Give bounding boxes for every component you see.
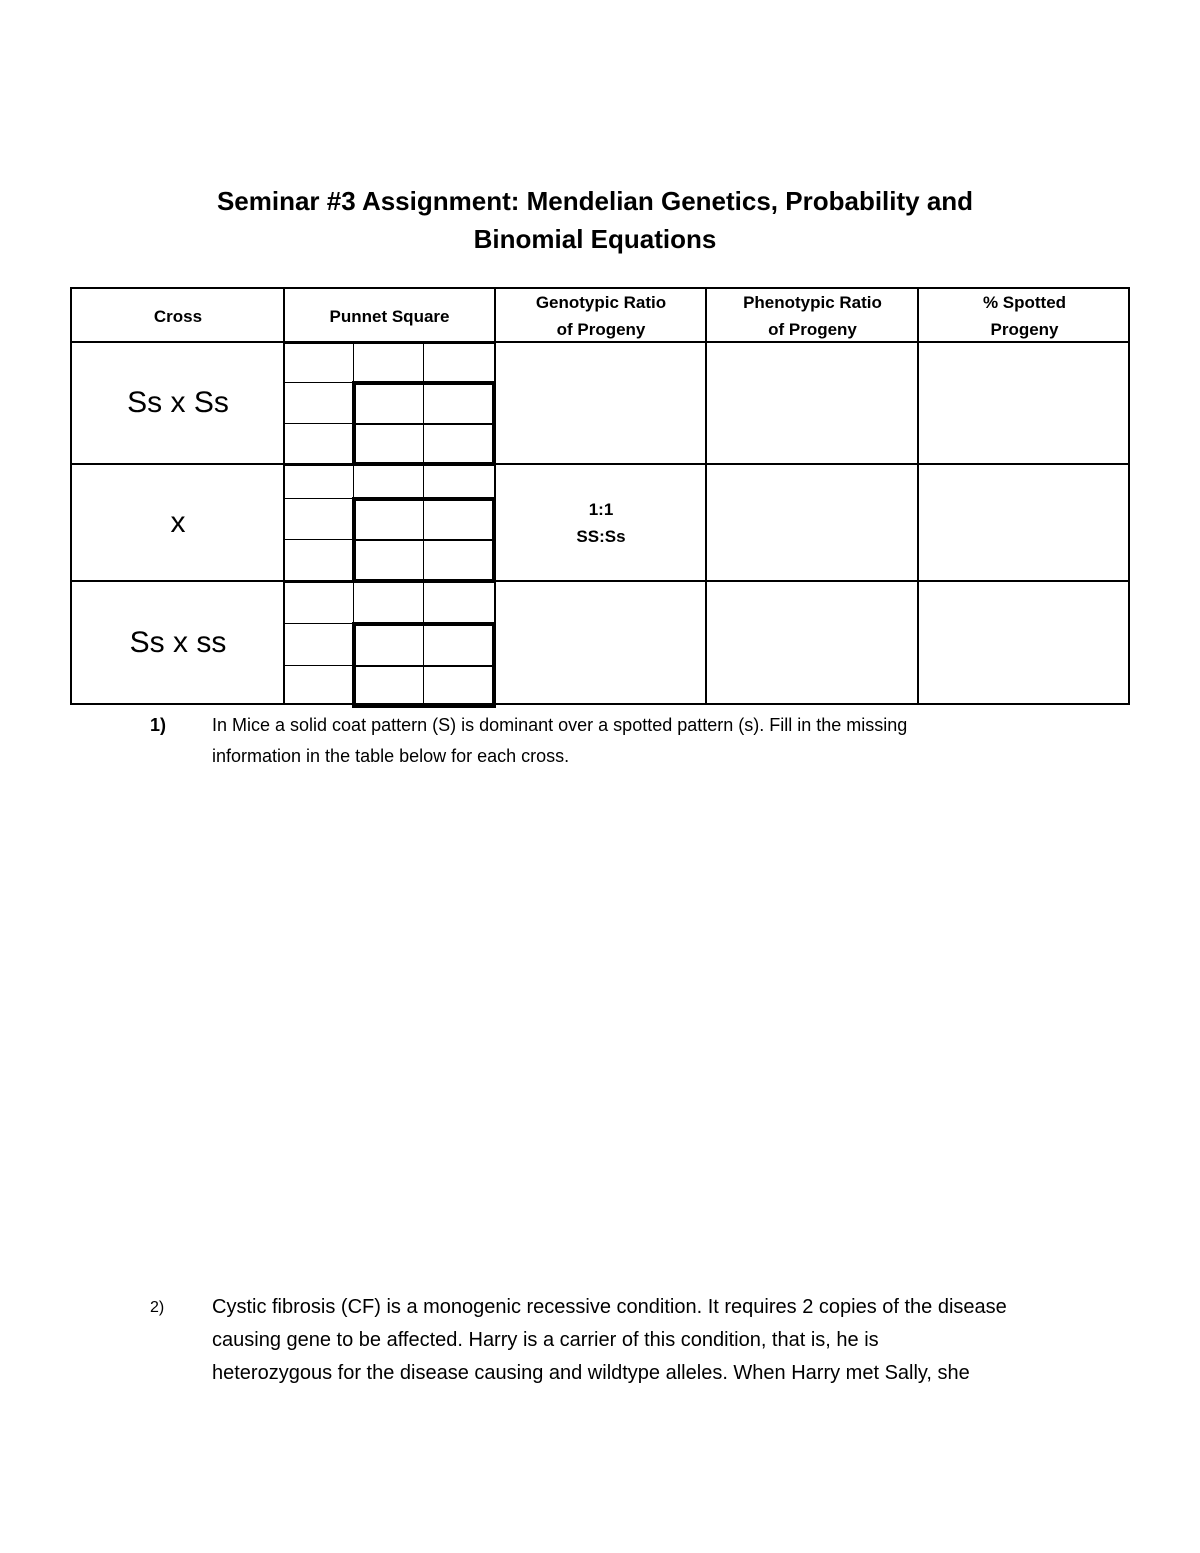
punnet-cell — [353, 465, 424, 499]
question-line: heterozygous for the disease causing and wildtype alleles. When Harry met Sally, she — [212, 1362, 970, 1384]
page-title-line2: Binomial Equations — [473, 224, 717, 254]
genotypic-cell — [495, 465, 707, 580]
question-line: causing gene to be affected. Harry is a carrier of this condition, that is, he is — [212, 1329, 879, 1351]
header-spotted-line2: Progeny — [990, 320, 1059, 339]
question-line: In Mice a solid coat pattern (S) is dominant over a spotted pattern (s). Fill in the missing — [212, 715, 908, 735]
question-line: information in the table below for each cross. — [212, 746, 570, 766]
punnet-square-box — [352, 622, 496, 708]
genotypic-cell — [495, 582, 707, 703]
header-genotypic-line1: Genotypic Ratio — [535, 293, 667, 312]
column-divider — [917, 289, 919, 703]
header-phenotypic-line1: Phenotypic Ratio — [743, 293, 882, 312]
punnet-cell — [353, 582, 424, 624]
cross-table — [70, 287, 1130, 705]
punnet-cell — [284, 582, 354, 624]
genotypic-labels: SS:Ss — [576, 526, 626, 546]
punnet-cell — [284, 539, 354, 581]
cross-cell — [72, 465, 284, 580]
header-cross-label: Cross — [153, 306, 203, 326]
punnet-cell — [284, 498, 354, 540]
cross-cell — [72, 343, 284, 463]
punnet-square-box — [352, 497, 496, 583]
question-number: 1) — [150, 715, 167, 735]
punnet-cell — [284, 665, 354, 705]
punnet-cell — [423, 582, 495, 624]
question-number: 2) — [150, 1299, 165, 1316]
page-title: Seminar #3 Assignment: Mendelian Genetics, Probability and — [216, 186, 974, 216]
punnet-cell — [423, 343, 495, 383]
genotypic-ratio: 1:1 — [588, 499, 614, 519]
header-spotted — [919, 289, 1130, 343]
header-phenotypic-line2: of Progeny — [768, 320, 857, 339]
cross-value: Ss x ss — [129, 625, 227, 659]
cross-value: Ss x Ss — [127, 386, 229, 419]
cross-cell — [72, 582, 284, 703]
question-text — [212, 710, 907, 772]
header-phenotypic — [707, 289, 918, 343]
header-spotted-line1: % Spotted — [982, 293, 1067, 312]
cross-value: x — [170, 505, 186, 539]
header-punnet — [284, 289, 495, 343]
punnet-cell — [284, 465, 354, 499]
punnet-cell — [284, 623, 354, 666]
punnet-cell — [353, 343, 424, 383]
header-genotypic-line2: of Progeny — [556, 320, 646, 339]
punnet-cell — [423, 465, 495, 499]
header-genotypic — [496, 289, 706, 343]
question-line: Cystic fibrosis (CF) is a monogenic recessive condition. It requires 2 copies of the disease — [212, 1296, 1007, 1318]
punnet-cell — [284, 423, 354, 464]
punnet-cell — [284, 343, 354, 383]
punnet-square-box — [352, 381, 496, 466]
punnet-cell — [284, 382, 354, 424]
genotypic-cell — [495, 343, 707, 463]
header-punnet-label: Punnet Square — [329, 306, 450, 326]
question-text — [212, 1291, 1007, 1390]
header-cross — [72, 289, 284, 343]
